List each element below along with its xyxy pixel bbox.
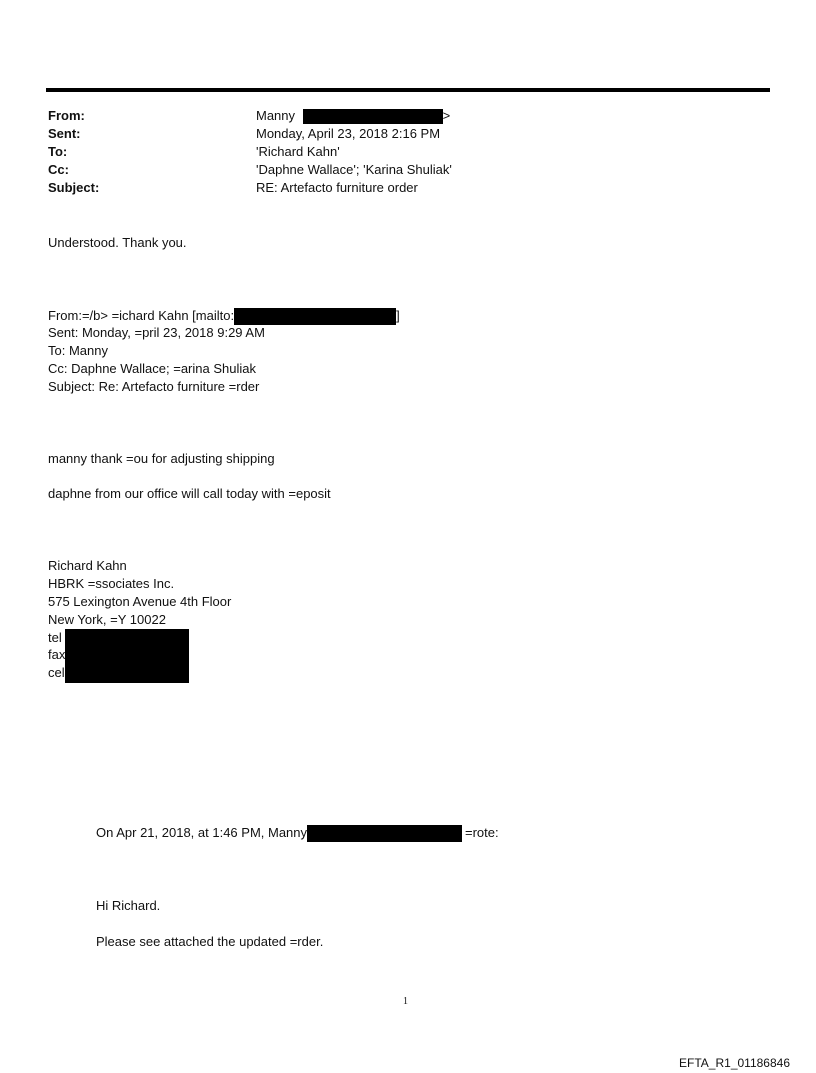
from-label: From: xyxy=(48,108,85,123)
signature-name: Richard Kahn xyxy=(48,558,127,573)
header-divider xyxy=(46,88,770,92)
quoted-to-line: To: Manny xyxy=(48,343,108,358)
redaction-block xyxy=(307,825,462,842)
nested-intro-end: =rote: xyxy=(465,825,499,840)
signature-company: HBRK =ssociates Inc. xyxy=(48,576,175,591)
signature-cel: cel xyxy=(48,665,65,680)
signature-fax: fax xyxy=(48,647,66,662)
quoted-from-line xyxy=(48,307,400,325)
quoted-body-line: daphne from our office will call today with =eposit xyxy=(48,486,331,501)
redaction-block xyxy=(303,109,443,124)
to-label: To: xyxy=(48,144,68,159)
reply-text: Understood. Thank you. xyxy=(48,235,187,250)
quoted-cc-line: Cc: Daphne Wallace; =arina Shuliak xyxy=(48,361,256,376)
from-value xyxy=(256,107,450,125)
quoted-sent-line: Sent: Monday, =pril 23, 2018 9:29 AM xyxy=(48,325,265,340)
document-id: EFTA_R1_01186846 xyxy=(679,1056,790,1070)
from-name: Manny xyxy=(256,108,296,123)
page-number: 1 xyxy=(403,996,408,1007)
from-tail: > xyxy=(442,108,451,123)
to-value: 'Richard Kahn' xyxy=(256,144,340,159)
nested-intro-start: On Apr 21, 2018, at 1:46 PM, Manny xyxy=(96,825,308,840)
signature-address: 575 Lexington Avenue 4th Floor xyxy=(48,594,232,609)
subject-label: Subject: xyxy=(48,180,100,195)
nested-greeting: Hi Richard. xyxy=(96,898,161,913)
nested-intro xyxy=(96,824,499,842)
quoted-body-line: manny thank =ou for adjusting shipping xyxy=(48,451,275,466)
quoted-subject-line: Subject: Re: Artefacto furniture =rder xyxy=(48,379,260,394)
redaction-block xyxy=(234,308,396,325)
redaction-block xyxy=(65,629,189,683)
subject-value: RE: Artefacto furniture order xyxy=(256,180,418,195)
quoted-from-tail: ] xyxy=(396,308,400,323)
quoted-from-text: From:=/b> =ichard Kahn [mailto: xyxy=(48,308,235,323)
cc-label: Cc: xyxy=(48,162,69,177)
sent-label: Sent: xyxy=(48,126,81,141)
signature-tel: tel xyxy=(48,630,62,645)
nested-text: Please see attached the updated =rder. xyxy=(96,934,324,949)
cc-value: 'Daphne Wallace'; 'Karina Shuliak' xyxy=(256,162,452,177)
sent-value: Monday, April 23, 2018 2:16 PM xyxy=(256,126,441,141)
signature-city: New York, =Y 10022 xyxy=(48,612,166,627)
